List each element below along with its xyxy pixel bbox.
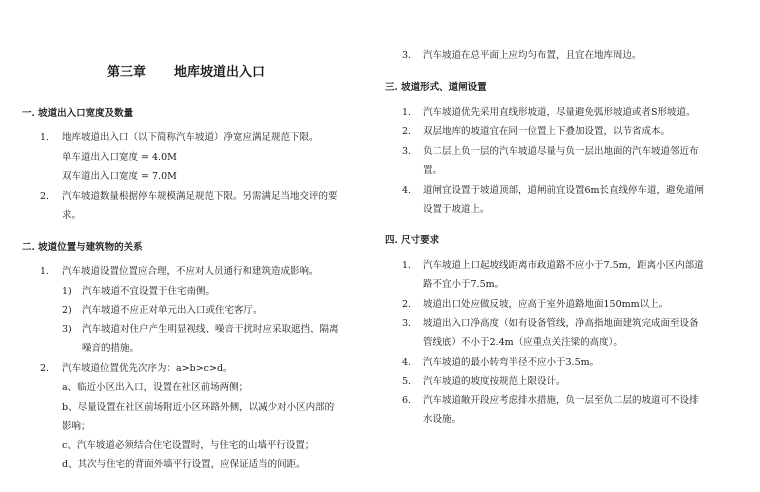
- sub-list-item-line: 噪音的措施。: [82, 343, 140, 354]
- list-number: 1.: [40, 266, 50, 277]
- list-item-line: 路不宜小于7.5m。: [423, 279, 505, 290]
- chapter-number: 第三章: [107, 65, 147, 80]
- option-c: c、汽车坡道必须结合住宅设置时，与住宅的山墙平行设置；: [62, 440, 315, 451]
- list-number: 3.: [402, 318, 412, 329]
- list-item: 汽车坡道位置优先次序为：a>b>c>d。: [62, 363, 233, 374]
- list-number: 4.: [402, 357, 412, 368]
- list-item: 汽车坡道上口起坡线距离市政道路不应小于7.5m，距离小区内部道: [423, 260, 704, 271]
- list-number: 3.: [402, 50, 412, 61]
- list-number: 1.: [402, 260, 412, 271]
- list-number: 1.: [402, 107, 412, 118]
- list-number: 5.: [402, 376, 412, 387]
- list-item-line: 双车道出入口宽度 = 7.0M: [62, 171, 177, 182]
- section-1-heading: 一. 坡道出入口宽度及数量: [22, 108, 134, 119]
- list-item: 汽车坡道的最小转弯半径不应小于3.5m。: [423, 357, 600, 368]
- list-item: 汽车坡道的坡度按规范上限设计。: [423, 376, 566, 387]
- option-b: b、尽量设置在社区前场附近小区环路外侧，以减少对小区内部的: [62, 402, 335, 413]
- list-number: 4.: [402, 185, 412, 196]
- list-item-line: 置。: [423, 165, 443, 176]
- list-item: 汽车坡道设置位置应合理，不应对人员通行和建筑造成影响。: [62, 266, 319, 277]
- list-item: 汽车坡道敞开段应考虑排水措施，负一层至负二层的坡道可不设排: [423, 395, 699, 406]
- sub-list-number: 2): [62, 305, 72, 316]
- list-item-line: 管线底）不小于2.4m（应重点关注梁的高度）。: [423, 337, 623, 348]
- list-item: 坡道出入口净高度（如有设备管线，净高指地面建筑完成面至设备: [423, 318, 699, 329]
- list-item: 汽车坡道在总平面上应均匀布置，且宜在地库周边。: [423, 50, 642, 61]
- section-3-heading: 三. 坡道形式、道闸设置: [385, 82, 487, 93]
- list-item: 道闸宜设置于坡道顶部，道闸前宜设置6m长直线停车道，避免道闸: [423, 185, 705, 196]
- list-item: 地库坡道出入口（以下简称汽车坡道）净宽应满足规范下限。: [62, 132, 319, 143]
- list-number: 6.: [402, 395, 412, 406]
- list-item-line: 水设施。: [423, 414, 462, 425]
- list-number: 2.: [402, 299, 412, 310]
- list-item-line: 求。: [62, 210, 82, 221]
- list-number: 2.: [402, 126, 412, 137]
- section-4-heading: 四. 尺寸要求: [385, 235, 440, 246]
- option-b-line: 影响；: [62, 421, 91, 432]
- sub-list-item: 汽车坡道对住户产生明显视线、噪音干扰时应采取遮挡、隔离: [82, 324, 339, 335]
- list-item-line: 单车道出入口宽度 = 4.0M: [62, 152, 177, 163]
- chapter-title: 地库坡道出入口: [174, 65, 266, 80]
- option-a: a、临近小区出入口，设置在社区前场两侧；: [62, 382, 249, 393]
- sub-list-item: 汽车坡道不应正对单元出入口或住宅客厅。: [82, 305, 263, 316]
- option-d: d、其次与住宅的背面外墙平行设置，应保证适当的间距。: [62, 459, 306, 470]
- list-item: 汽车坡道优先采用直线形坡道，尽量避免弧形坡道或者S形坡道。: [423, 107, 696, 118]
- sub-list-item: 汽车坡道不宜设置于住宅南侧。: [82, 286, 216, 297]
- list-item: 汽车坡道数量根据停车规模满足规范下限。另需满足当地交评的要: [62, 191, 338, 202]
- sub-list-number: 1): [62, 286, 72, 297]
- sub-list-number: 3): [62, 324, 72, 335]
- list-number: 2.: [40, 363, 50, 374]
- list-number: 3.: [402, 146, 412, 157]
- section-2-heading: 二. 坡道位置与建筑物的关系: [22, 242, 143, 253]
- list-item: 双层地库的坡道宜在同一位置上下叠加设置，以节省成本。: [423, 126, 671, 137]
- list-number: 2.: [40, 191, 50, 202]
- list-item-line: 设置于坡道上。: [423, 204, 490, 215]
- list-number: 1.: [40, 132, 50, 143]
- list-item: 坡道出口处应做反坡，应高于室外道路地面150mm以上。: [423, 299, 669, 310]
- list-item: 负二层上负一层的汽车坡道尽量与负一层出地面的汽车坡道邻近布: [423, 146, 699, 157]
